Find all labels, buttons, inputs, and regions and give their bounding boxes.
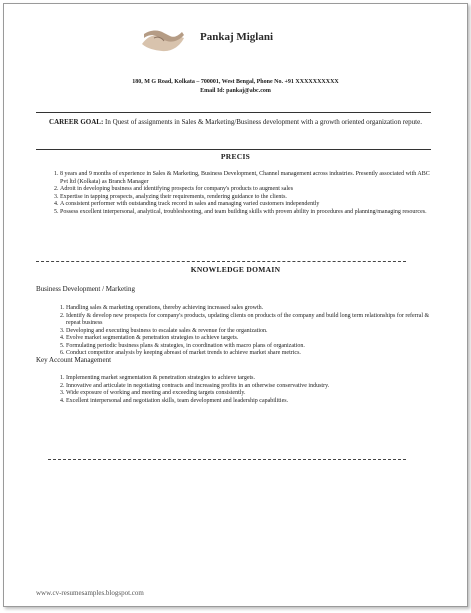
- footer-website: www.cv-resumesamples.blogspot.com: [36, 589, 144, 597]
- key-account-subheading: Key Account Management: [36, 356, 112, 364]
- key-account-list: [52, 375, 441, 405]
- key-account-item: 4. Excellent interpersonal and negotiation skills, team development and leadership capabilities.: [66, 398, 441, 406]
- career-goal-text: In Quest of assignments in Sales & Marketing/Business development with a growth oriented organization repute.: [105, 118, 422, 126]
- handshake-icon: [140, 24, 186, 56]
- career-goal-label: CAREER GOAL:: [49, 118, 104, 126]
- candidate-name: Pankaj Miglani: [200, 31, 274, 43]
- key-account-item: 2. Innovative and articulate in negotiating contracts and increasing profits in an otherwise conservative industry.: [66, 383, 441, 391]
- business-development-item: 6. Conduct competitor analysis by keeping abreast of market trends to achieve market share metrics.: [66, 350, 441, 358]
- divider-precis: [36, 149, 431, 150]
- business-development-subheading: Business Development / Marketing: [36, 285, 135, 293]
- precis-item: 1. 8 years and 9 months of experience in Sales & Marketing, Business Development, Channel management across industries. Presently associated with ABC Pvt ltd (Kolkata) as Branch Manager: [60, 171, 437, 186]
- business-development-item: 1. Handling sales & marketing operations, thereby achieving increased sales growth.: [66, 305, 441, 313]
- precis-heading: PRECIS: [220, 152, 251, 161]
- precis-item: 3. Expertise in tapping prospects, analyzing their requirements, rendering guidance to the clients.: [60, 194, 437, 202]
- business-development-item: 5. Formulating periodic business plans & strategies, in coordination with macro plans of organization.: [66, 343, 441, 351]
- dashed-divider-bottom: [48, 459, 406, 460]
- key-account-item: 1. Implementing market segmentation & penetration strategies to achieve targets.: [66, 375, 441, 383]
- contact-address: 180, M G Road, Kolkata – 700001, West Bengal, Phone No. +91 XXXXXXXXXX: [132, 79, 339, 85]
- business-development-item: 2. Identify & develop new prospects for company's products, updating clients on products of the company and build long term relationships for referral & repeat business: [66, 313, 441, 328]
- business-development-list: [52, 305, 441, 358]
- precis-list: [46, 171, 437, 216]
- business-development-item: 3. Developing and executing business to escalate sales & revenue for the organization.: [66, 328, 441, 336]
- key-account-item: 3. Wide exposure of working and meeting and exceeding targets consistently.: [66, 390, 441, 398]
- precis-item: 2. Adroit in developing business and identifying prospects for company's products to augment sales: [60, 186, 437, 194]
- resume-page: [3, 3, 468, 607]
- precis-item: 4. A consistent performer with outstanding track record in sales and managing varied customers independently: [60, 201, 437, 209]
- divider-top: [36, 112, 431, 113]
- career-goal: [28, 117, 443, 127]
- precis-item: 5. Possess excellent interpersonal, analytical, troubleshooting, and team building skills with proven ability in procedures and planning/managing resources.: [60, 209, 437, 217]
- business-development-item: 4. Evolve market segmentation & penetration strategies to achieve targets.: [66, 335, 441, 343]
- contact-email: Email Id: pankaj@abc.com: [200, 88, 271, 94]
- knowledge-domain-heading: KNOWLEDGE DOMAIN: [190, 265, 281, 274]
- dashed-divider-knowledge: [36, 261, 406, 262]
